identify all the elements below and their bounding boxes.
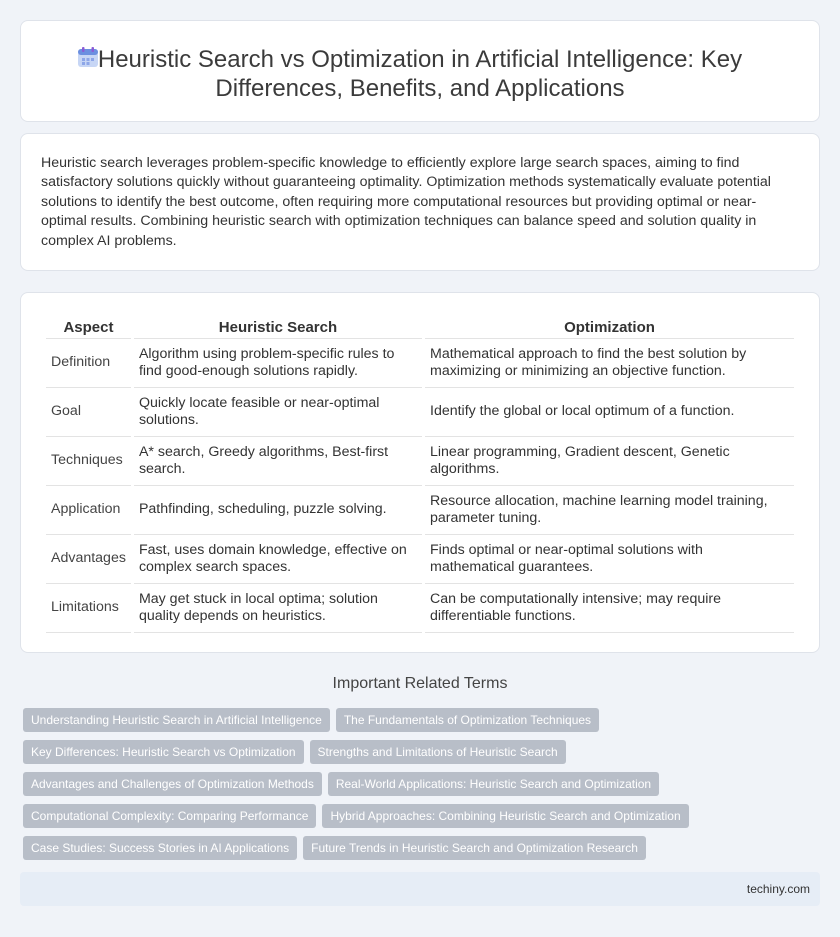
row-aspect: Advantages <box>46 535 131 584</box>
related-tag[interactable]: The Fundamentals of Optimization Techniques <box>336 708 599 732</box>
column-header-aspect: Aspect <box>46 315 131 339</box>
related-tag[interactable]: Case Studies: Success Stories in AI Applications <box>23 836 297 860</box>
row-optimization: Mathematical approach to find the best solution by maximizing or minimizing an objective function. <box>425 339 794 388</box>
table-row <box>46 486 794 535</box>
table-row <box>46 437 794 486</box>
related-terms-title: Important Related Terms <box>332 675 508 692</box>
row-heuristic: May get stuck in local optima; solution quality depends on heuristics. <box>134 584 422 633</box>
column-header-heuristic: Heuristic Search <box>134 315 422 339</box>
related-tag[interactable]: Hybrid Approaches: Combining Heuristic Search and Optimization <box>322 804 688 828</box>
row-optimization: Can be computationally intensive; may require differentiable functions. <box>425 584 794 633</box>
row-heuristic: A* search, Greedy algorithms, Best-first search. <box>134 437 422 486</box>
row-heuristic: Quickly locate feasible or near-optimal solutions. <box>134 388 422 437</box>
row-heuristic: Pathfinding, scheduling, puzzle solving. <box>134 486 422 535</box>
related-tag[interactable]: Computational Complexity: Comparing Performance <box>23 804 316 828</box>
intro-card <box>20 133 820 271</box>
related-tags <box>20 708 820 860</box>
header-card <box>20 20 820 122</box>
footer <box>20 872 820 906</box>
page-title: Heuristic Search vs Optimization in Artificial Intelligence: Key Differences, Benefits, and Applications <box>97 46 743 102</box>
related-tag[interactable]: Key Differences: Heuristic Search vs Optimization <box>23 740 304 764</box>
row-optimization: Identify the global or local optimum of a function. <box>425 388 794 437</box>
footer-site-link[interactable]: techiny.com <box>746 882 810 896</box>
comparison-table-card <box>20 292 820 653</box>
table-row <box>46 584 794 633</box>
table-row <box>46 535 794 584</box>
row-aspect: Techniques <box>46 437 131 486</box>
row-optimization: Resource allocation, machine learning model training, parameter tuning. <box>425 486 794 535</box>
related-tag[interactable]: Future Trends in Heuristic Search and Optimization Research <box>303 836 646 860</box>
related-tag[interactable]: Real-World Applications: Heuristic Search and Optimization <box>328 772 659 796</box>
related-tag[interactable]: Advantages and Challenges of Optimization Methods <box>23 772 322 796</box>
row-optimization: Linear programming, Gradient descent, Genetic algorithms. <box>425 437 794 486</box>
row-aspect: Application <box>46 486 131 535</box>
related-terms-section <box>20 675 820 860</box>
intro-text: Heuristic search leverages problem-specific knowledge to efficiently explore large search spaces, aiming to find satisfactory solutions quickly without guaranteeing optimality. Optimization methods systematically evaluate potential solutions to identify the best outcome, often requiring more computational resources but providing optimal or near-optimal results. Combining heuristic search with optimization techniques can balance speed and solution quality in complex AI problems. <box>41 155 771 249</box>
row-aspect: Limitations <box>46 584 131 633</box>
row-aspect: Definition <box>46 339 131 388</box>
table-row <box>46 388 794 437</box>
row-heuristic: Fast, uses domain knowledge, effective on complex search spaces. <box>134 535 422 584</box>
row-heuristic: Algorithm using problem-specific rules to find good-enough solutions rapidly. <box>134 339 422 388</box>
column-header-optimization: Optimization <box>425 315 794 339</box>
comparison-table <box>43 315 797 633</box>
related-tag[interactable]: Strengths and Limitations of Heuristic Search <box>310 740 566 764</box>
related-tag[interactable]: Understanding Heuristic Search in Artificial Intelligence <box>23 708 330 732</box>
table-header-row <box>46 315 794 339</box>
table-row <box>46 339 794 388</box>
row-aspect: Goal <box>46 388 131 437</box>
row-optimization: Finds optimal or near-optimal solutions with mathematical guarantees. <box>425 535 794 584</box>
